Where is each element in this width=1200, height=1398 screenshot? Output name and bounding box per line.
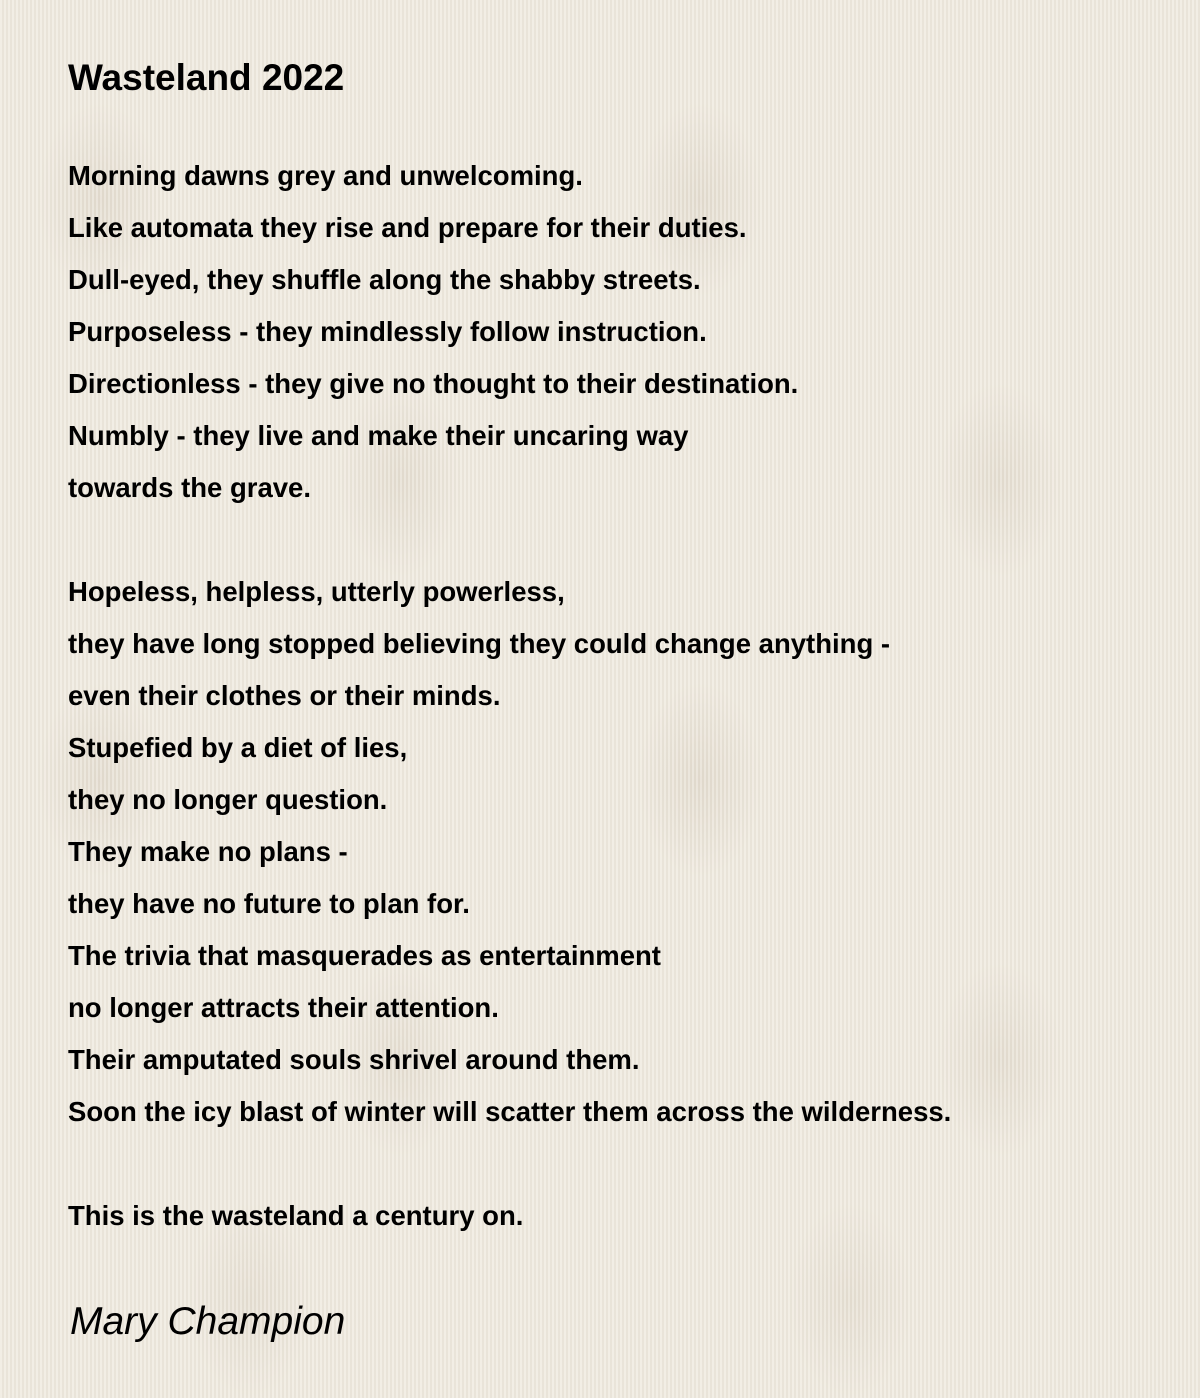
stanza-break [68, 1138, 1178, 1190]
poem-line: Like automata they rise and prepare for their duties. [68, 212, 747, 243]
poem-line: even their clothes or their minds. [68, 680, 501, 711]
poem-line: they have no future to plan for. [68, 888, 470, 919]
stanza-break [68, 514, 1178, 566]
poem-line: Soon the icy blast of winter will scatter them across the wilderness. [68, 1096, 952, 1127]
poem-line: they no longer question. [68, 784, 388, 815]
poem-line: They make no plans - [68, 836, 348, 867]
poem-line: towards the grave. [68, 472, 311, 503]
poem-title: Wasteland 2022 [68, 57, 345, 98]
poem-line: Dull-eyed, they shuffle along the shabby streets. [68, 264, 701, 295]
poem-line: Directionless - they give no thought to their destination. [68, 368, 799, 399]
poem-line: Purposeless - they mindlessly follow instruction. [68, 316, 707, 347]
poem-line: Numbly - they live and make their uncaring way [68, 420, 689, 451]
poem-line: Morning dawns grey and unwelcoming. [68, 160, 583, 191]
poem-line: Their amputated souls shrivel around them. [68, 1044, 640, 1075]
poem-author: Mary Champion [70, 1300, 346, 1343]
poem-line: they have long stopped believing they could change anything - [68, 628, 891, 659]
poem-line: This is the wasteland a century on. [68, 1200, 524, 1231]
poem-line: no longer attracts their attention. [68, 992, 499, 1023]
poem-line: Stupefied by a diet of lies, [68, 732, 408, 763]
poem-line: The trivia that masquerades as entertainment [68, 940, 661, 971]
poem-body [68, 150, 1178, 1242]
poem-line: Hopeless, helpless, utterly powerless, [68, 576, 565, 607]
